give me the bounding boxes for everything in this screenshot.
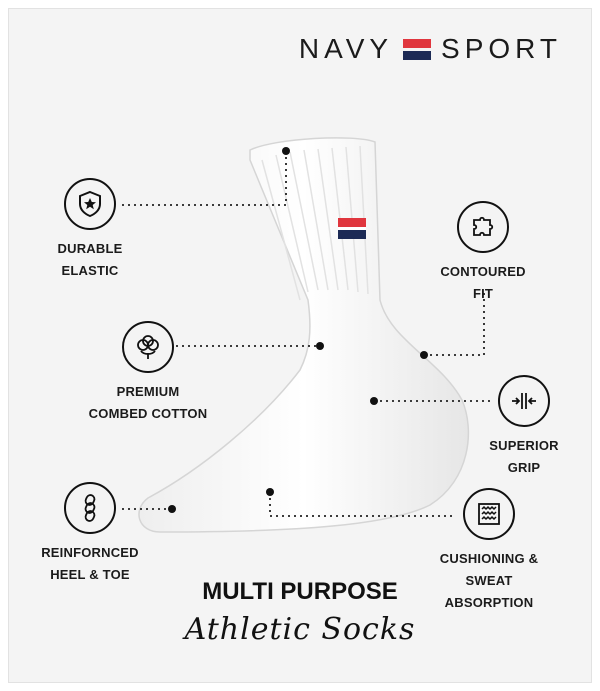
grip-line2: GRIP (507, 460, 541, 475)
durable-line2: ELASTIC (61, 263, 119, 278)
puzzle-icon (457, 201, 509, 253)
sock-flag-icon (338, 218, 366, 239)
contoured-line2: FIT (472, 286, 494, 301)
contoured-line1: CONTOURED (440, 264, 526, 279)
cotton-line2: COMBED COTTON (88, 406, 208, 421)
cushion-line2: SWEAT ABSORPTION (444, 573, 534, 610)
cotton-icon (122, 321, 174, 373)
product-subtitle: Athletic Socks (184, 612, 416, 647)
grip-line1: SUPERIOR (489, 438, 559, 453)
cotton-line1: PREMIUM (116, 384, 180, 399)
wave-pad-icon (463, 488, 515, 540)
feature-contoured-fit (428, 201, 538, 305)
durable-line1: DURABLE (57, 241, 123, 256)
feature-premium-cotton (78, 321, 218, 425)
heel-line1: REINFORNCED (41, 545, 139, 560)
grip-arrows-icon (498, 375, 550, 427)
brand-left-text: NAVY (298, 33, 394, 64)
feature-durable-elastic (40, 178, 140, 282)
cushion-line1: CUSHIONING & (439, 551, 539, 566)
heel-line2: HEEL & TOE (50, 567, 130, 582)
brand-right-text: SPORT (441, 33, 562, 64)
product-title: MULTI PURPOSE (202, 578, 398, 605)
chain-icon (64, 482, 116, 534)
feature-superior-grip (474, 375, 574, 479)
feature-reinforced-heel (36, 482, 144, 586)
shield-star-icon (64, 178, 116, 230)
